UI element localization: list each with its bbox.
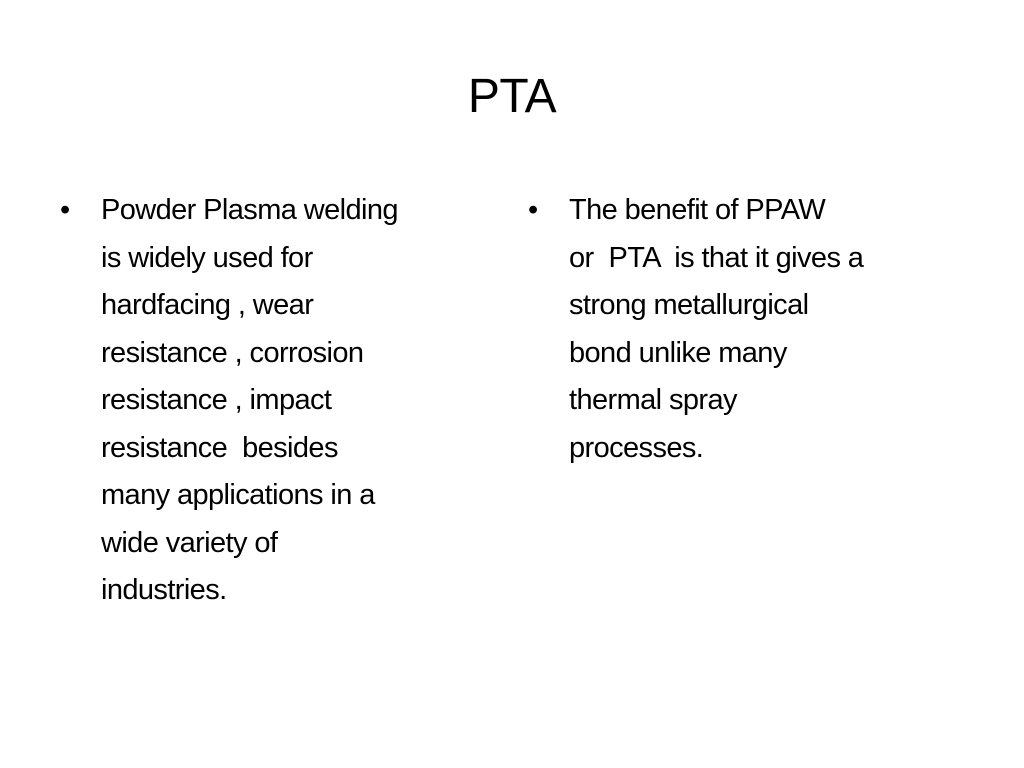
bullet-text-line: many applications in a	[101, 479, 375, 511]
bullet-list	[60, 187, 480, 615]
right-column	[528, 187, 948, 472]
bullet-list	[528, 187, 948, 472]
bullet-text-line: Powder Plasma welding	[101, 194, 398, 226]
bullet-text-line: strong metallurgical	[569, 289, 809, 321]
bullet-text-line: wide variety of	[101, 526, 278, 559]
bullet-text-line: thermal spray	[569, 384, 737, 416]
bullet-text-line: hardfacing , wear	[101, 289, 314, 321]
bullet-text-line: resistance besides	[101, 431, 338, 464]
bullet-text-line: industries.	[101, 574, 227, 606]
bullet-text-line: resistance , corrosion	[101, 336, 364, 369]
bullet-text-line: resistance , impact	[101, 384, 332, 416]
bullet-item-pta-uses	[60, 187, 480, 615]
bullet-text-line: processes.	[569, 431, 704, 464]
bullet-text-line: is widely used for	[101, 241, 313, 274]
left-column	[60, 187, 480, 615]
bullet-text-line: The benefit of PPAW	[569, 194, 826, 226]
bullet-item-pta-benefit	[528, 187, 948, 472]
bullet-text-line: bond unlike many	[569, 336, 787, 369]
slide-title: PTA	[467, 70, 557, 123]
bullet-icon: •	[528, 194, 538, 226]
bullet-icon: •	[60, 194, 70, 226]
bullet-text-line: or PTA is that it gives a	[569, 241, 864, 274]
